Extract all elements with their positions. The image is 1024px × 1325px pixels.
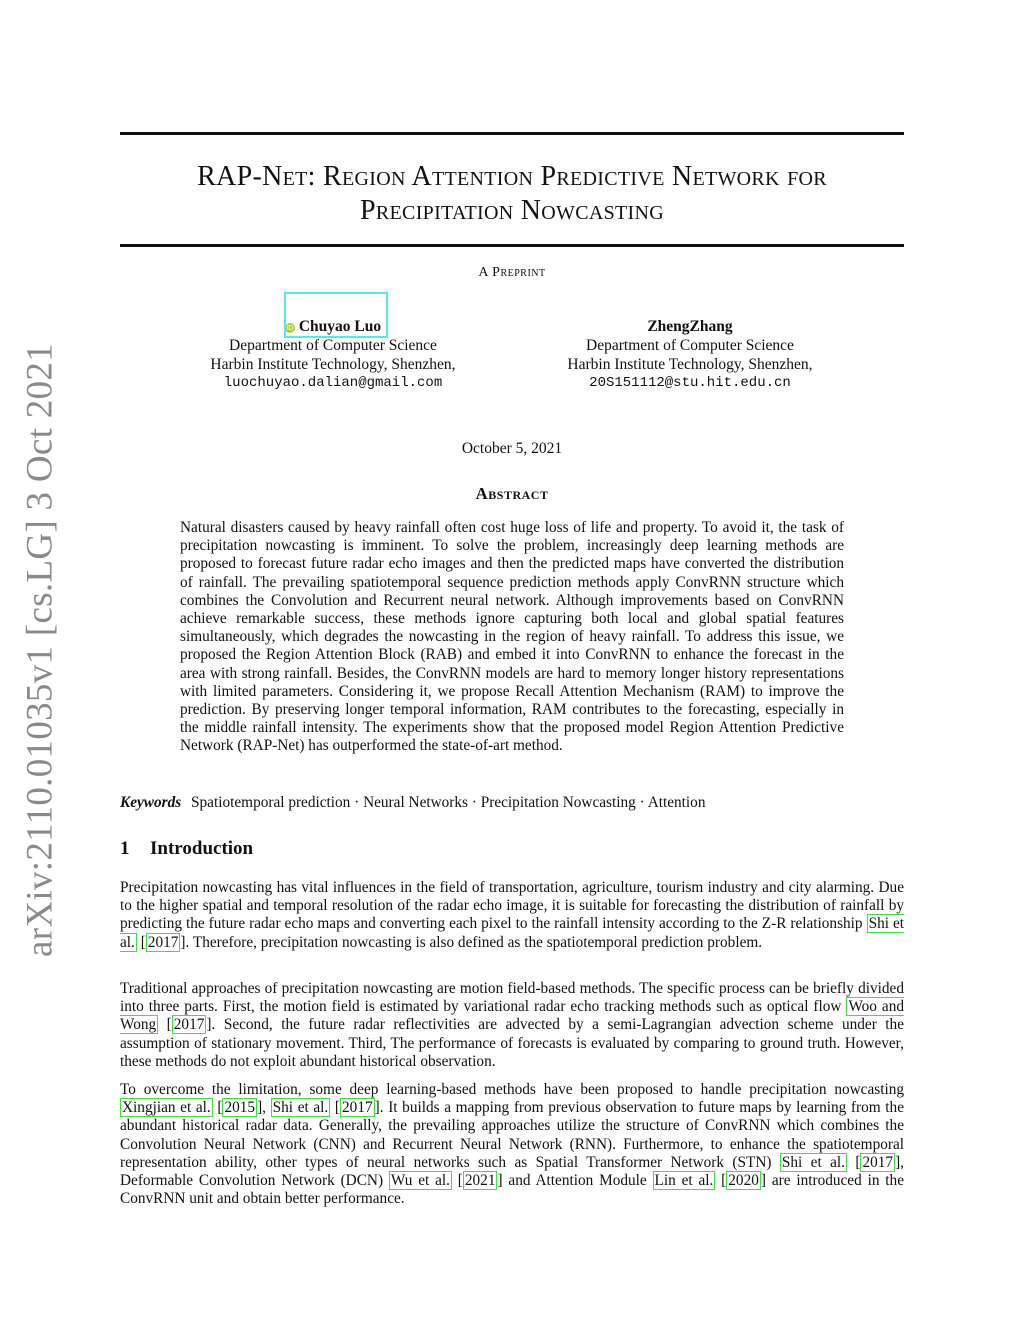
paragraph-text: To overcome the limitation, some deep learning-based methods have been proposed to handle precipitation nowcasting [120,1081,904,1098]
author-email[interactable]: 20S151112@stu.hit.edu.cn [589,375,791,391]
paragraph-text: are introduced in the ConvRNN unit and obtain better performance. [120,1172,904,1208]
abstract-heading: Abstract [475,484,549,503]
keywords-list: Spatiotemporal prediction · Neural Networks · Precipitation Nowcasting · Attention [191,794,706,811]
citation-link[interactable]: Xingjian et al. [122,1099,211,1117]
citation-year-link[interactable]: 2017 [173,1016,205,1034]
paragraph-text: . Therefore, precipitation nowcasting is also defined as the spatiotemporal prediction problem. [185,933,763,951]
title-rule-top [120,132,904,135]
citation-year-link[interactable]: 2017 [342,1099,373,1117]
author-name: Chuyao Luo [298,318,382,335]
citation-link[interactable]: Shi et al. [781,1153,845,1171]
section-heading [120,838,253,860]
citation-year-link[interactable]: 2015 [224,1099,256,1117]
citation-link[interactable]: Woo and Wong [120,998,904,1034]
author-block-2 [510,317,870,393]
paragraph-text: and Attention Module [502,1172,653,1190]
author-department: Department of Computer Science [586,337,794,354]
citation-link[interactable]: Shi et al. [272,1099,329,1117]
intro-paragraph-2: Traditional approaches of precipitation nowcasting are motion field-based methods. The specific process can be briefly divided into three parts. First, the motion field is estimated by variational radar echo tracking methods such as optical flow Woo and Wong [ 2017 ]. Second, the future radar reflectivities are advected by a semi-Lagrangian advection scheme under the assumption of stationary movement. Third, The performance of forecasts is evaluated by comparing to ground truth. However, these methods do not exploit abundant historical observation. [120,980,904,1070]
intro-paragraph-1: Precipitation nowcasting has vital influences in the field of transportation, agriculture, tourism industry and city alarming. Due to the higher spatial and temporal resolution of the radar echo image, it is suitable for forecasting the distribution of rainfall by predicting the future radar echo maps and converting each pixel to the rainfall intensity according to the Z-R relationship Shi et al. [ 2017 ]. Therefore, precipitation nowcasting is also defined as the spatiotemporal prediction problem. [120,879,904,951]
author-email[interactable]: luochuyao.dalian@gmail.com [223,375,443,391]
paper-title-line-2: Precipitation Nowcasting [360,195,664,226]
citation-year-link[interactable]: 2021 [464,1172,496,1190]
section-number: 1 [120,838,130,859]
citation-link[interactable]: Lin et al. [654,1172,714,1190]
paragraph-text: Traditional approaches of precipitation nowcasting are motion field-based methods. The specific process can be briefly divided into three parts. First, the motion field is estimated by variational radar echo tracking methods such as optical flow [120,980,904,1016]
paper-date: October 5, 2021 [461,440,563,457]
paragraph-text: . It builds a mapping from previous observation to future maps by learning from the abundant historical radar data. Generally, the prevailing approaches utilize the structure of ConvRNN which combines the Convolution Neural Network (CNN) and Recurrent Neural Network (RNN). Furthermore, to enhance the spatiotemporal representation ability, other types of neural networks such as Spatial Transformer Network (STN) [120,1099,904,1171]
paragraph-text: Precipitation nowcasting has vital influences in the field of transportation, agriculture, tourism industry and city alarming. Due to the higher spatial and temporal resolution of the radar echo image, it is suitable for forecasting the distribution of rainfall by predicting the future radar echo maps and converting each pixel to the rainfall intensity according to the Z-R relationship [120,879,904,933]
title-rule-bottom [120,244,904,247]
paragraph-text: , Deformable Convolution Network (DCN) [120,1153,904,1190]
paragraph-text: . Second, the future radar reflectivities are advected by a semi-Lagrangian advection scheme under the assumption of stationary movement. Third, The performance of forecasts is evaluated by comparing to ground truth. However, these methods do not exploit abundant historical observation. [120,1016,904,1070]
intro-paragraph-3: To overcome the limitation, some deep learning-based methods have been proposed to handle precipitation nowcasting Xingjian et al. [ 2015 ], Shi et al. [ 2017 ]. It builds a mapping from previous observation to future maps by learning from the abundant historical radar data. Generally, the prevailing approaches utilize the structure of ConvRNN which combines the Convolution Neural Network (CNN) and Recurrent Neural Network (RNN). Furthermore, to enhance the spatiotemporal representation ability, other types of neural networks such as Spatial Transformer Network (STN) Shi et al. [ 2017 ], Deformable Convolution Network (DCN) Wu et al. [ 2021 ] and Attention Module Lin et al. [ 2020 ] are introduced in the ConvRNN unit and obtain better performance. [120,1081,904,1208]
section-title: Introduction [150,838,254,859]
paper-title-line-1: RAP-Net: Region Attention Predictive Network for [197,161,827,192]
abstract-text: Natural disasters caused by heavy rainfall often cost huge loss of life and property. To avoid it, the task of precipitation nowcasting is imminent. To solve the problem, increasingly deep learning methods are proposed to forecast future radar echo images and then the predicted maps have converted the distribution of rainfall. The prevailing spatiotemporal sequence prediction methods apply ConvRNN structure which combines the Convolution and Recurrent neural network. Although improvements based on ConvRNN achieve remarkable success, these methods ignore capturing both local and global spatial features simultaneously, which degrades the nowcasting in the region of heavy rainfall. To address this issue, we proposed the Region Attention Block (RAB) and embed it into ConvRNN to enhance the forecast in the area with strong rainfall. Besides, the ConvRNN models are hard to memory longer history representations with limited parameters. Considering it, we propose Recall Attention Mechanism (RAM) to improve the prediction. By preserving longer temporal information, RAM contributes to the forecasting, especially in the middle rainfall intensity. The experiments show that the proposed model Region Attention Predictive Network (RAP-Net) has outperformed the state-of-art method. [180,519,844,755]
author-institution: Harbin Institute Technology, Shenzhen, [567,356,813,373]
citation-link[interactable]: Shi et al. [120,915,904,951]
citation-year-link[interactable]: 2020 [728,1172,759,1190]
citation-year-link[interactable]: 2017 [862,1153,894,1171]
arxiv-identifier[interactable]: arXiv:2110.01035v1 [cs.LG] 3 Oct 2021 [19,343,61,957]
citation-link[interactable]: Wu et al. [390,1172,450,1190]
keywords-label: Keywords [120,794,182,811]
author-block-1 [153,317,513,393]
orcid-icon[interactable]: iD [286,324,294,332]
author-institution: Harbin Institute Technology, Shenzhen, [210,356,456,373]
preprint-label: A Preprint [478,265,546,280]
citation-year-link[interactable]: 2017 [147,933,179,951]
author-name: ZhengZhang [647,318,733,335]
author-department: Department of Computer Science [229,337,437,354]
keywords-line [120,794,904,812]
